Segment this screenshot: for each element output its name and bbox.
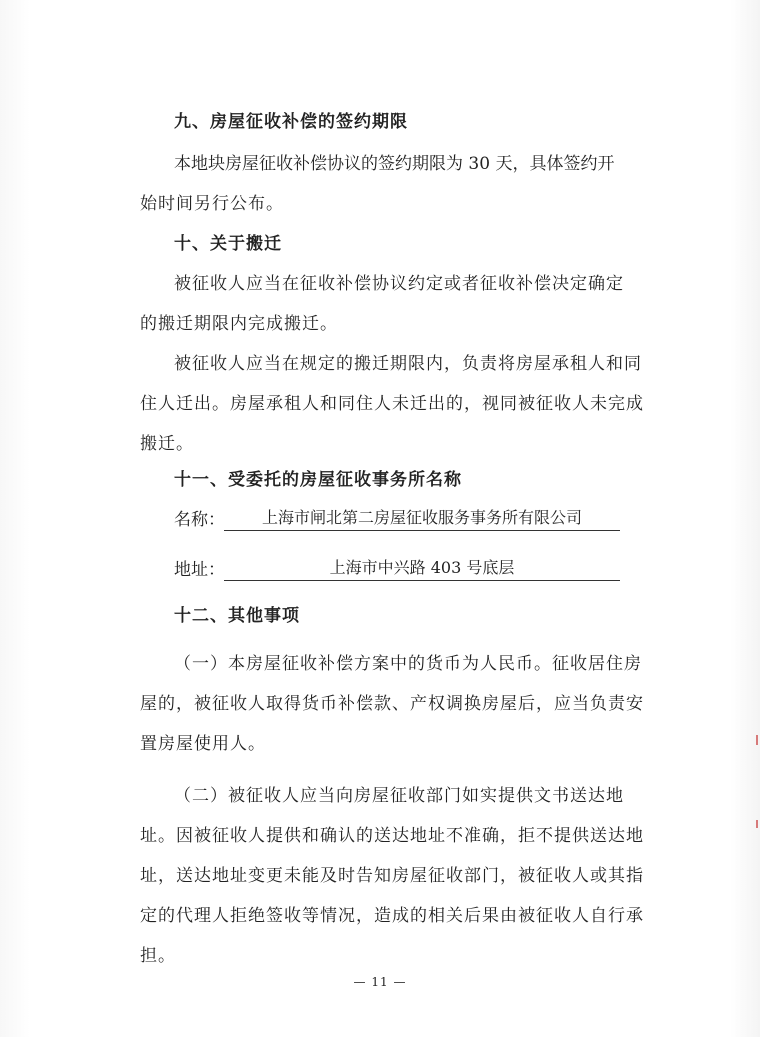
scan-mark (756, 735, 758, 745)
section-9-paragraph-line (174, 152, 640, 176)
section-12-heading: 十二、其他事项 (174, 606, 300, 626)
section-10-paragraph-line: 被征收人应当在规定的搬迁期限内，负责将房屋承租人和同 (174, 354, 642, 374)
section-10-paragraph-line: 被征收人应当在征收补偿协议约定或者征收补偿决定确定 (174, 274, 624, 294)
address-value: 上海市中兴路 403 号底层 (224, 556, 620, 581)
text-run: 本地块房屋征收补偿协议的签约期限为 30 天，具体签约开 (174, 154, 615, 174)
section-12-item-line: 定的代理人拒绝签收等情况，造成的相关后果由被征收人自行承 (140, 906, 644, 926)
section-12-item-line: 担。 (140, 946, 176, 966)
section-10-paragraph-line: 的搬迁期限内完成搬迁。 (140, 314, 338, 334)
section-9-heading: 九、房屋征收补偿的签约期限 (174, 112, 408, 132)
section-10-paragraph-line: 住人迁出。房屋承租人和同住人未迁出的，视同被征收人未完成 (140, 394, 644, 414)
section-11-heading: 十一、受委托的房屋征收事务所名称 (174, 470, 462, 490)
page-number: — 11 — (353, 975, 407, 989)
section-12-item-line: 址。因被征收人提供和确认的送达地址不准确，拒不提供送达地 (140, 826, 644, 846)
section-12-item-line: 址，送达地址变更未能及时告知房屋征收部门，被征收人或其指 (140, 866, 644, 886)
name-value: 上海市闸北第二房屋征收服务事务所有限公司 (224, 506, 620, 531)
section-10-paragraph-line: 搬迁。 (140, 434, 194, 454)
section-10-heading: 十、关于搬迁 (174, 234, 282, 254)
section-12-item-line: （一）本房屋征收补偿方案中的货币为人民币。征收居住房 (174, 654, 642, 674)
scan-mark (756, 820, 758, 828)
section-9-paragraph-line: 始时间另行公布。 (140, 194, 284, 214)
section-12-item-line: （二）被征收人应当向房屋征收部门如实提供文书送达地 (174, 786, 624, 806)
address-label: 地址： (174, 560, 225, 580)
section-12-item-line: 屋的，被征收人取得货币补偿款、产权调换房屋后，应当负责安 (140, 694, 644, 714)
name-label: 名称： (174, 510, 225, 530)
section-12-item-line: 置房屋使用人。 (140, 734, 266, 754)
